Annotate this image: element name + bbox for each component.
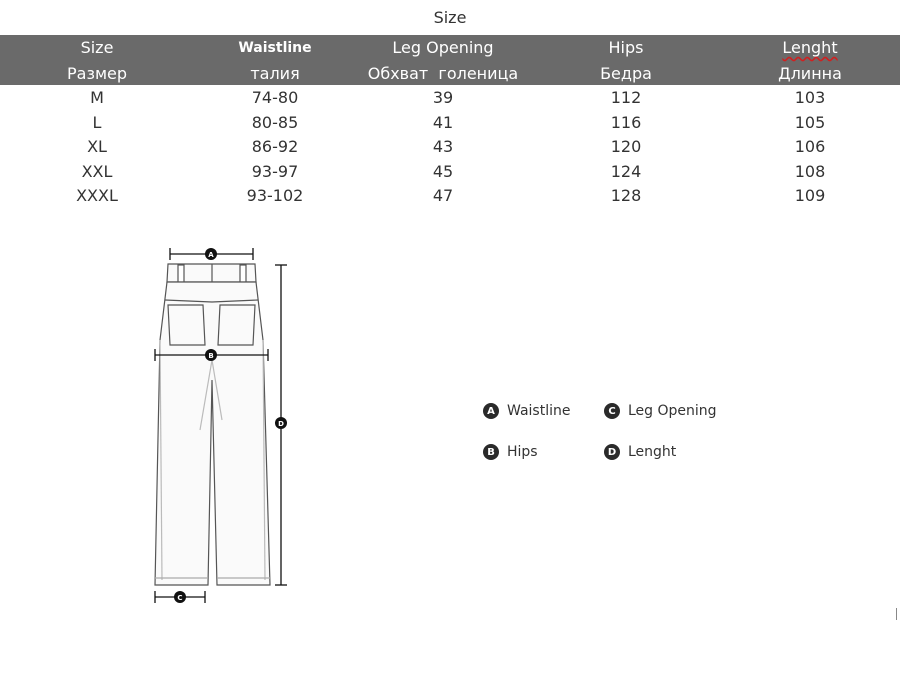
cell-waistline: 80-85 <box>251 112 299 132</box>
cell-size: M <box>90 88 104 107</box>
size-table-body <box>0 88 900 211</box>
header-leg-opening-en: Leg Opening <box>392 38 494 57</box>
cell-leg-opening: 43 <box>432 137 454 156</box>
badge-c-icon: C <box>604 403 620 419</box>
table-row <box>0 186 900 211</box>
header-length-en: Lenght <box>782 38 838 57</box>
svg-text:A: A <box>208 251 214 259</box>
cell-size: L <box>92 112 102 132</box>
edge-mark <box>896 608 897 620</box>
cell-leg-opening: 41 <box>432 112 454 132</box>
table-header <box>0 35 900 85</box>
pants-outline <box>155 264 270 585</box>
cell-waistline: 93-97 <box>251 161 299 181</box>
legend-item-waistline <box>483 403 570 419</box>
header-leg-opening-ru: Обхват голеница <box>367 64 519 83</box>
table-row <box>0 137 900 162</box>
header-waistline-en: Waistline <box>238 40 312 56</box>
legend-label: Lenght <box>628 444 677 460</box>
marker-d <box>275 417 287 429</box>
legend-label: Waistline <box>507 403 571 419</box>
legend-item-length <box>604 444 676 460</box>
header-hips-en: Hips <box>608 38 644 57</box>
cell-size: XL <box>87 137 107 156</box>
cell-waistline: 74-80 <box>251 88 299 107</box>
table-row <box>0 113 900 138</box>
legend-item-hips <box>483 444 538 460</box>
header-length-ru: Длинна <box>778 64 842 83</box>
cell-hips: 124 <box>610 161 642 181</box>
cell-length: 103 <box>794 88 826 107</box>
marker-c <box>174 591 186 603</box>
pants-diagram <box>140 240 300 620</box>
cell-hips: 128 <box>610 186 642 205</box>
legend-label: Hips <box>507 444 538 460</box>
marker-b <box>205 349 217 361</box>
cell-waistline: 93-102 <box>246 186 304 205</box>
page-title: Size <box>433 8 467 27</box>
svg-text:C: C <box>177 594 183 602</box>
marker-a <box>205 248 217 260</box>
legend-item-leg-opening <box>604 403 717 419</box>
header-size-en: Size <box>80 38 114 57</box>
badge-d-icon: D <box>604 444 620 460</box>
cell-waistline: 86-92 <box>251 137 299 156</box>
cell-hips: 116 <box>610 112 642 132</box>
header-hips-ru: Бедра <box>600 64 652 83</box>
header-waistline-ru: талия <box>250 64 300 83</box>
cell-hips: 120 <box>610 137 642 156</box>
legend-label: Leg Opening <box>628 403 717 419</box>
table-row <box>0 162 900 187</box>
header-size-ru: Размер <box>66 64 128 83</box>
measurement-legend <box>483 403 783 473</box>
cell-length: 106 <box>794 137 826 156</box>
svg-text:D: D <box>278 420 284 428</box>
cell-hips: 112 <box>610 88 642 107</box>
cell-size: XXXL <box>76 186 118 205</box>
cell-size: XXL <box>81 161 113 181</box>
cell-length: 108 <box>794 161 826 181</box>
badge-b-icon: B <box>483 444 499 460</box>
cell-length: 109 <box>794 186 826 205</box>
table-row <box>0 88 900 113</box>
svg-text:B: B <box>208 352 214 360</box>
cell-leg-opening: 47 <box>432 186 454 205</box>
badge-a-icon: A <box>483 403 499 419</box>
cell-leg-opening: 45 <box>432 161 454 181</box>
cell-leg-opening: 39 <box>432 88 454 107</box>
cell-length: 105 <box>794 112 826 132</box>
